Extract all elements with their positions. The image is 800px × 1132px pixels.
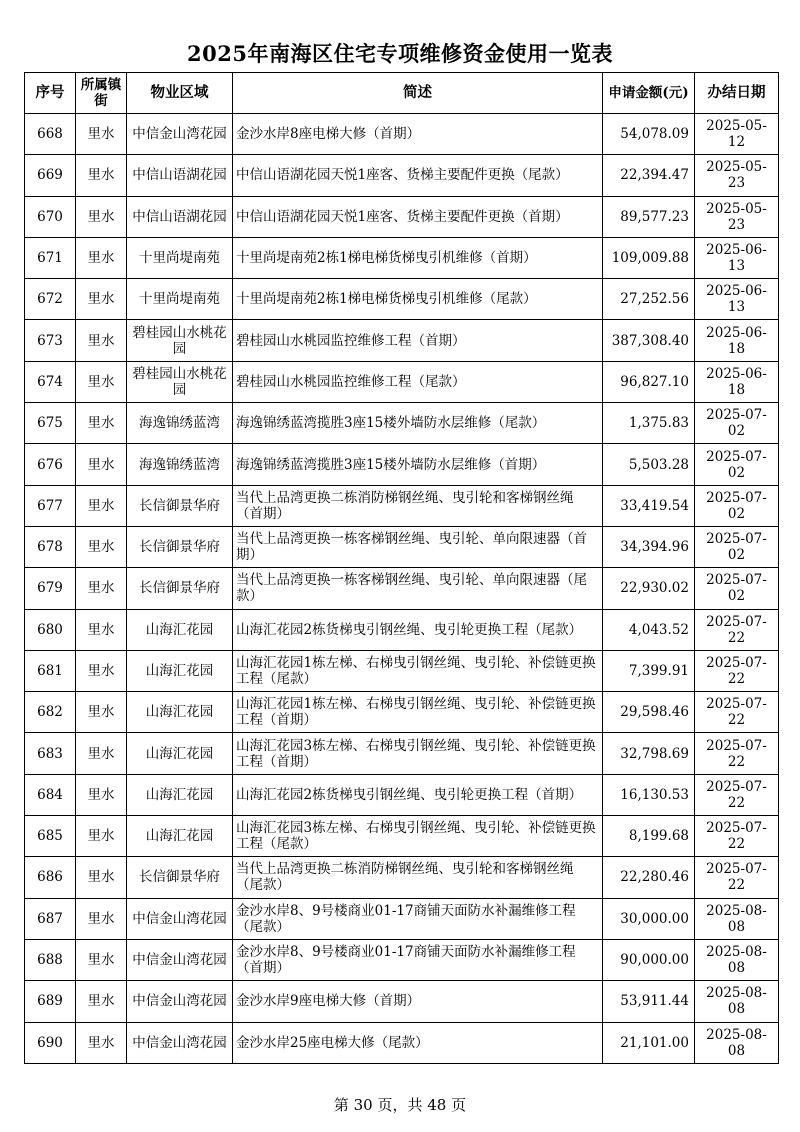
cell-town: 里水 (76, 237, 127, 278)
table-row (25, 155, 779, 196)
cell-desc: 山海汇花园1栋左梯、右梯曳引钢丝绳、曳引轮、补偿链更换工程（首期） (233, 692, 603, 733)
cell-town: 里水 (76, 196, 127, 237)
table-row (25, 485, 779, 526)
cell-amount: 32,798.69 (603, 733, 695, 774)
table-row (25, 857, 779, 898)
table-row (25, 403, 779, 444)
cell-town: 里水 (76, 816, 127, 857)
table-row (25, 444, 779, 485)
page-footer: 第 30 页，共 48 页 (333, 1096, 467, 1114)
cell-date: 2025-05-12 (695, 114, 779, 155)
table-row (25, 774, 779, 815)
cell-desc: 中信山语湖花园天悦1座客、货梯主要配件更换（首期） (233, 196, 603, 237)
cell-amount: 22,930.02 (603, 568, 695, 609)
cell-area: 山海汇花园 (127, 774, 233, 815)
cell-amount: 96,827.10 (603, 361, 695, 402)
table-row (25, 981, 779, 1022)
table-row (25, 733, 779, 774)
cell-area: 碧桂园山水桃花园 (127, 320, 233, 361)
cell-desc: 金沙水岸9座电梯大修（首期） (233, 981, 603, 1022)
cell-no: 682 (25, 692, 76, 733)
cell-area: 长信御景华府 (127, 568, 233, 609)
cell-town: 里水 (76, 650, 127, 691)
cell-amount: 4,043.52 (603, 609, 695, 650)
cell-no: 684 (25, 774, 76, 815)
cell-area: 中信金山湾花园 (127, 898, 233, 939)
cell-desc: 当代上品湾更换二栋消防梯钢丝绳、曳引轮和客梯钢丝绳（首期） (233, 485, 603, 526)
cell-date: 2025-07-02 (695, 568, 779, 609)
cell-date: 2025-08-08 (695, 898, 779, 939)
cell-desc: 碧桂园山水桃园监控维修工程（尾款） (233, 361, 603, 402)
cell-no: 676 (25, 444, 76, 485)
cell-date: 2025-06-13 (695, 279, 779, 320)
table-row (25, 320, 779, 361)
cell-no: 680 (25, 609, 76, 650)
cell-amount: 29,598.46 (603, 692, 695, 733)
cell-desc: 十里尚堤南苑2栋1梯电梯货梯曳引机维修（首期） (233, 237, 603, 278)
cell-town: 里水 (76, 692, 127, 733)
cell-town: 里水 (76, 981, 127, 1022)
cell-date: 2025-08-08 (695, 1022, 779, 1063)
table-row (25, 898, 779, 939)
cell-desc: 山海汇花园2栋货梯曳引钢丝绳、曳引轮更换工程（尾款） (233, 609, 603, 650)
cell-desc: 金沙水岸8、9号楼商业01-17商铺天面防水补漏维修工程（尾款） (233, 898, 603, 939)
cell-date: 2025-07-02 (695, 485, 779, 526)
cell-no: 688 (25, 939, 76, 980)
cell-amount: 22,394.47 (603, 155, 695, 196)
cell-town: 里水 (76, 526, 127, 567)
cell-date: 2025-07-22 (695, 857, 779, 898)
cell-date: 2025-07-22 (695, 733, 779, 774)
cell-desc: 山海汇花园1栋左梯、右梯曳引钢丝绳、曳引轮、补偿链更换工程（尾款） (233, 650, 603, 691)
cell-date: 2025-08-08 (695, 981, 779, 1022)
cell-amount: 8,199.68 (603, 816, 695, 857)
header-desc: 简述 (233, 73, 603, 114)
cell-town: 里水 (76, 320, 127, 361)
cell-no: 690 (25, 1022, 76, 1063)
cell-area: 长信御景华府 (127, 857, 233, 898)
cell-desc: 山海汇花园3栋左梯、右梯曳引钢丝绳、曳引轮、补偿链更换工程（首期） (233, 733, 603, 774)
cell-area: 山海汇花园 (127, 609, 233, 650)
cell-no: 674 (25, 361, 76, 402)
header-date: 办结日期 (695, 73, 779, 114)
cell-area: 山海汇花园 (127, 816, 233, 857)
maintenance-fund-table (24, 72, 779, 1064)
cell-area: 山海汇花园 (127, 692, 233, 733)
cell-area: 山海汇花园 (127, 650, 233, 691)
page-title: 2025年南海区住宅专项维修资金使用一览表 (187, 41, 613, 66)
table-row (25, 526, 779, 567)
table-row (25, 114, 779, 155)
cell-no: 687 (25, 898, 76, 939)
cell-amount: 30,000.00 (603, 898, 695, 939)
cell-desc: 十里尚堤南苑2栋1梯电梯货梯曳引机维修（尾款） (233, 279, 603, 320)
header-area: 物业区域 (127, 73, 233, 114)
cell-area: 长信御景华府 (127, 526, 233, 567)
cell-desc: 金沙水岸8座电梯大修（首期） (233, 114, 603, 155)
cell-amount: 21,101.00 (603, 1022, 695, 1063)
cell-desc: 中信山语湖花园天悦1座客、货梯主要配件更换（尾款） (233, 155, 603, 196)
table-row (25, 361, 779, 402)
cell-date: 2025-07-02 (695, 403, 779, 444)
header-town: 所属镇街 (76, 73, 127, 114)
cell-desc: 金沙水岸8、9号楼商业01-17商铺天面防水补漏维修工程（首期） (233, 939, 603, 980)
cell-desc: 海逸锦绣蓝湾揽胜3座15楼外墙防水层维修（首期） (233, 444, 603, 485)
cell-area: 碧桂园山水桃花园 (127, 361, 233, 402)
cell-town: 里水 (76, 361, 127, 402)
cell-no: 672 (25, 279, 76, 320)
cell-town: 里水 (76, 857, 127, 898)
cell-no: 670 (25, 196, 76, 237)
table-row (25, 650, 779, 691)
cell-area: 中信金山湾花园 (127, 981, 233, 1022)
cell-area: 中信金山湾花园 (127, 939, 233, 980)
table-row (25, 196, 779, 237)
cell-area: 十里尚堤南苑 (127, 237, 233, 278)
cell-town: 里水 (76, 279, 127, 320)
cell-date: 2025-06-13 (695, 237, 779, 278)
cell-no: 675 (25, 403, 76, 444)
cell-amount: 54,078.09 (603, 114, 695, 155)
cell-amount: 33,419.54 (603, 485, 695, 526)
cell-town: 里水 (76, 155, 127, 196)
table-row (25, 939, 779, 980)
cell-no: 683 (25, 733, 76, 774)
cell-amount: 109,009.88 (603, 237, 695, 278)
cell-amount: 387,308.40 (603, 320, 695, 361)
cell-date: 2025-05-23 (695, 196, 779, 237)
cell-area: 海逸锦绣蓝湾 (127, 403, 233, 444)
cell-date: 2025-07-22 (695, 609, 779, 650)
cell-amount: 16,130.53 (603, 774, 695, 815)
cell-town: 里水 (76, 485, 127, 526)
cell-area: 中信金山湾花园 (127, 1022, 233, 1063)
table-row (25, 237, 779, 278)
cell-no: 679 (25, 568, 76, 609)
cell-desc: 山海汇花园2栋货梯曳引钢丝绳、曳引轮更换工程（首期） (233, 774, 603, 815)
table-header-row (25, 73, 779, 114)
cell-amount: 5,503.28 (603, 444, 695, 485)
table-row (25, 692, 779, 733)
table-row (25, 609, 779, 650)
cell-desc: 海逸锦绣蓝湾揽胜3座15楼外墙防水层维修（尾款） (233, 403, 603, 444)
header-amount: 申请金额(元) (603, 73, 695, 114)
cell-date: 2025-07-02 (695, 444, 779, 485)
cell-date: 2025-07-22 (695, 816, 779, 857)
cell-town: 里水 (76, 114, 127, 155)
table-row (25, 1022, 779, 1063)
cell-town: 里水 (76, 733, 127, 774)
cell-no: 681 (25, 650, 76, 691)
cell-area: 中信山语湖花园 (127, 196, 233, 237)
cell-amount: 27,252.56 (603, 279, 695, 320)
cell-no: 671 (25, 237, 76, 278)
cell-town: 里水 (76, 898, 127, 939)
cell-desc: 当代上品湾更换二栋消防梯钢丝绳、曳引轮和客梯钢丝绳（尾款） (233, 857, 603, 898)
cell-amount: 53,911.44 (603, 981, 695, 1022)
cell-area: 长信御景华府 (127, 485, 233, 526)
cell-amount: 7,399.91 (603, 650, 695, 691)
cell-amount: 90,000.00 (603, 939, 695, 980)
cell-desc: 碧桂园山水桃园监控维修工程（首期） (233, 320, 603, 361)
cell-area: 中信金山湾花园 (127, 114, 233, 155)
cell-date: 2025-07-02 (695, 526, 779, 567)
cell-amount: 89,577.23 (603, 196, 695, 237)
cell-date: 2025-07-22 (695, 692, 779, 733)
cell-no: 678 (25, 526, 76, 567)
cell-no: 669 (25, 155, 76, 196)
table-row (25, 816, 779, 857)
cell-date: 2025-06-18 (695, 361, 779, 402)
cell-town: 里水 (76, 609, 127, 650)
cell-area: 中信山语湖花园 (127, 155, 233, 196)
table-row (25, 279, 779, 320)
cell-area: 山海汇花园 (127, 733, 233, 774)
cell-town: 里水 (76, 403, 127, 444)
cell-desc: 金沙水岸25座电梯大修（尾款） (233, 1022, 603, 1063)
cell-desc: 当代上品湾更换一栋客梯钢丝绳、曳引轮、单向限速器（尾款） (233, 568, 603, 609)
cell-date: 2025-08-08 (695, 939, 779, 980)
cell-desc: 当代上品湾更换一栋客梯钢丝绳、曳引轮、单向限速器（首期） (233, 526, 603, 567)
cell-no: 685 (25, 816, 76, 857)
cell-date: 2025-06-18 (695, 320, 779, 361)
cell-no: 668 (25, 114, 76, 155)
cell-no: 686 (25, 857, 76, 898)
cell-date: 2025-07-22 (695, 650, 779, 691)
cell-area: 十里尚堤南苑 (127, 279, 233, 320)
cell-amount: 1,375.83 (603, 403, 695, 444)
table-row (25, 568, 779, 609)
cell-no: 689 (25, 981, 76, 1022)
cell-amount: 22,280.46 (603, 857, 695, 898)
header-no: 序号 (25, 73, 76, 114)
cell-area: 海逸锦绣蓝湾 (127, 444, 233, 485)
cell-town: 里水 (76, 1022, 127, 1063)
cell-amount: 34,394.96 (603, 526, 695, 567)
cell-town: 里水 (76, 444, 127, 485)
cell-town: 里水 (76, 939, 127, 980)
cell-no: 673 (25, 320, 76, 361)
cell-town: 里水 (76, 568, 127, 609)
cell-desc: 山海汇花园3栋左梯、右梯曳引钢丝绳、曳引轮、补偿链更换工程（尾款） (233, 816, 603, 857)
cell-date: 2025-07-22 (695, 774, 779, 815)
cell-no: 677 (25, 485, 76, 526)
cell-town: 里水 (76, 774, 127, 815)
cell-date: 2025-05-23 (695, 155, 779, 196)
